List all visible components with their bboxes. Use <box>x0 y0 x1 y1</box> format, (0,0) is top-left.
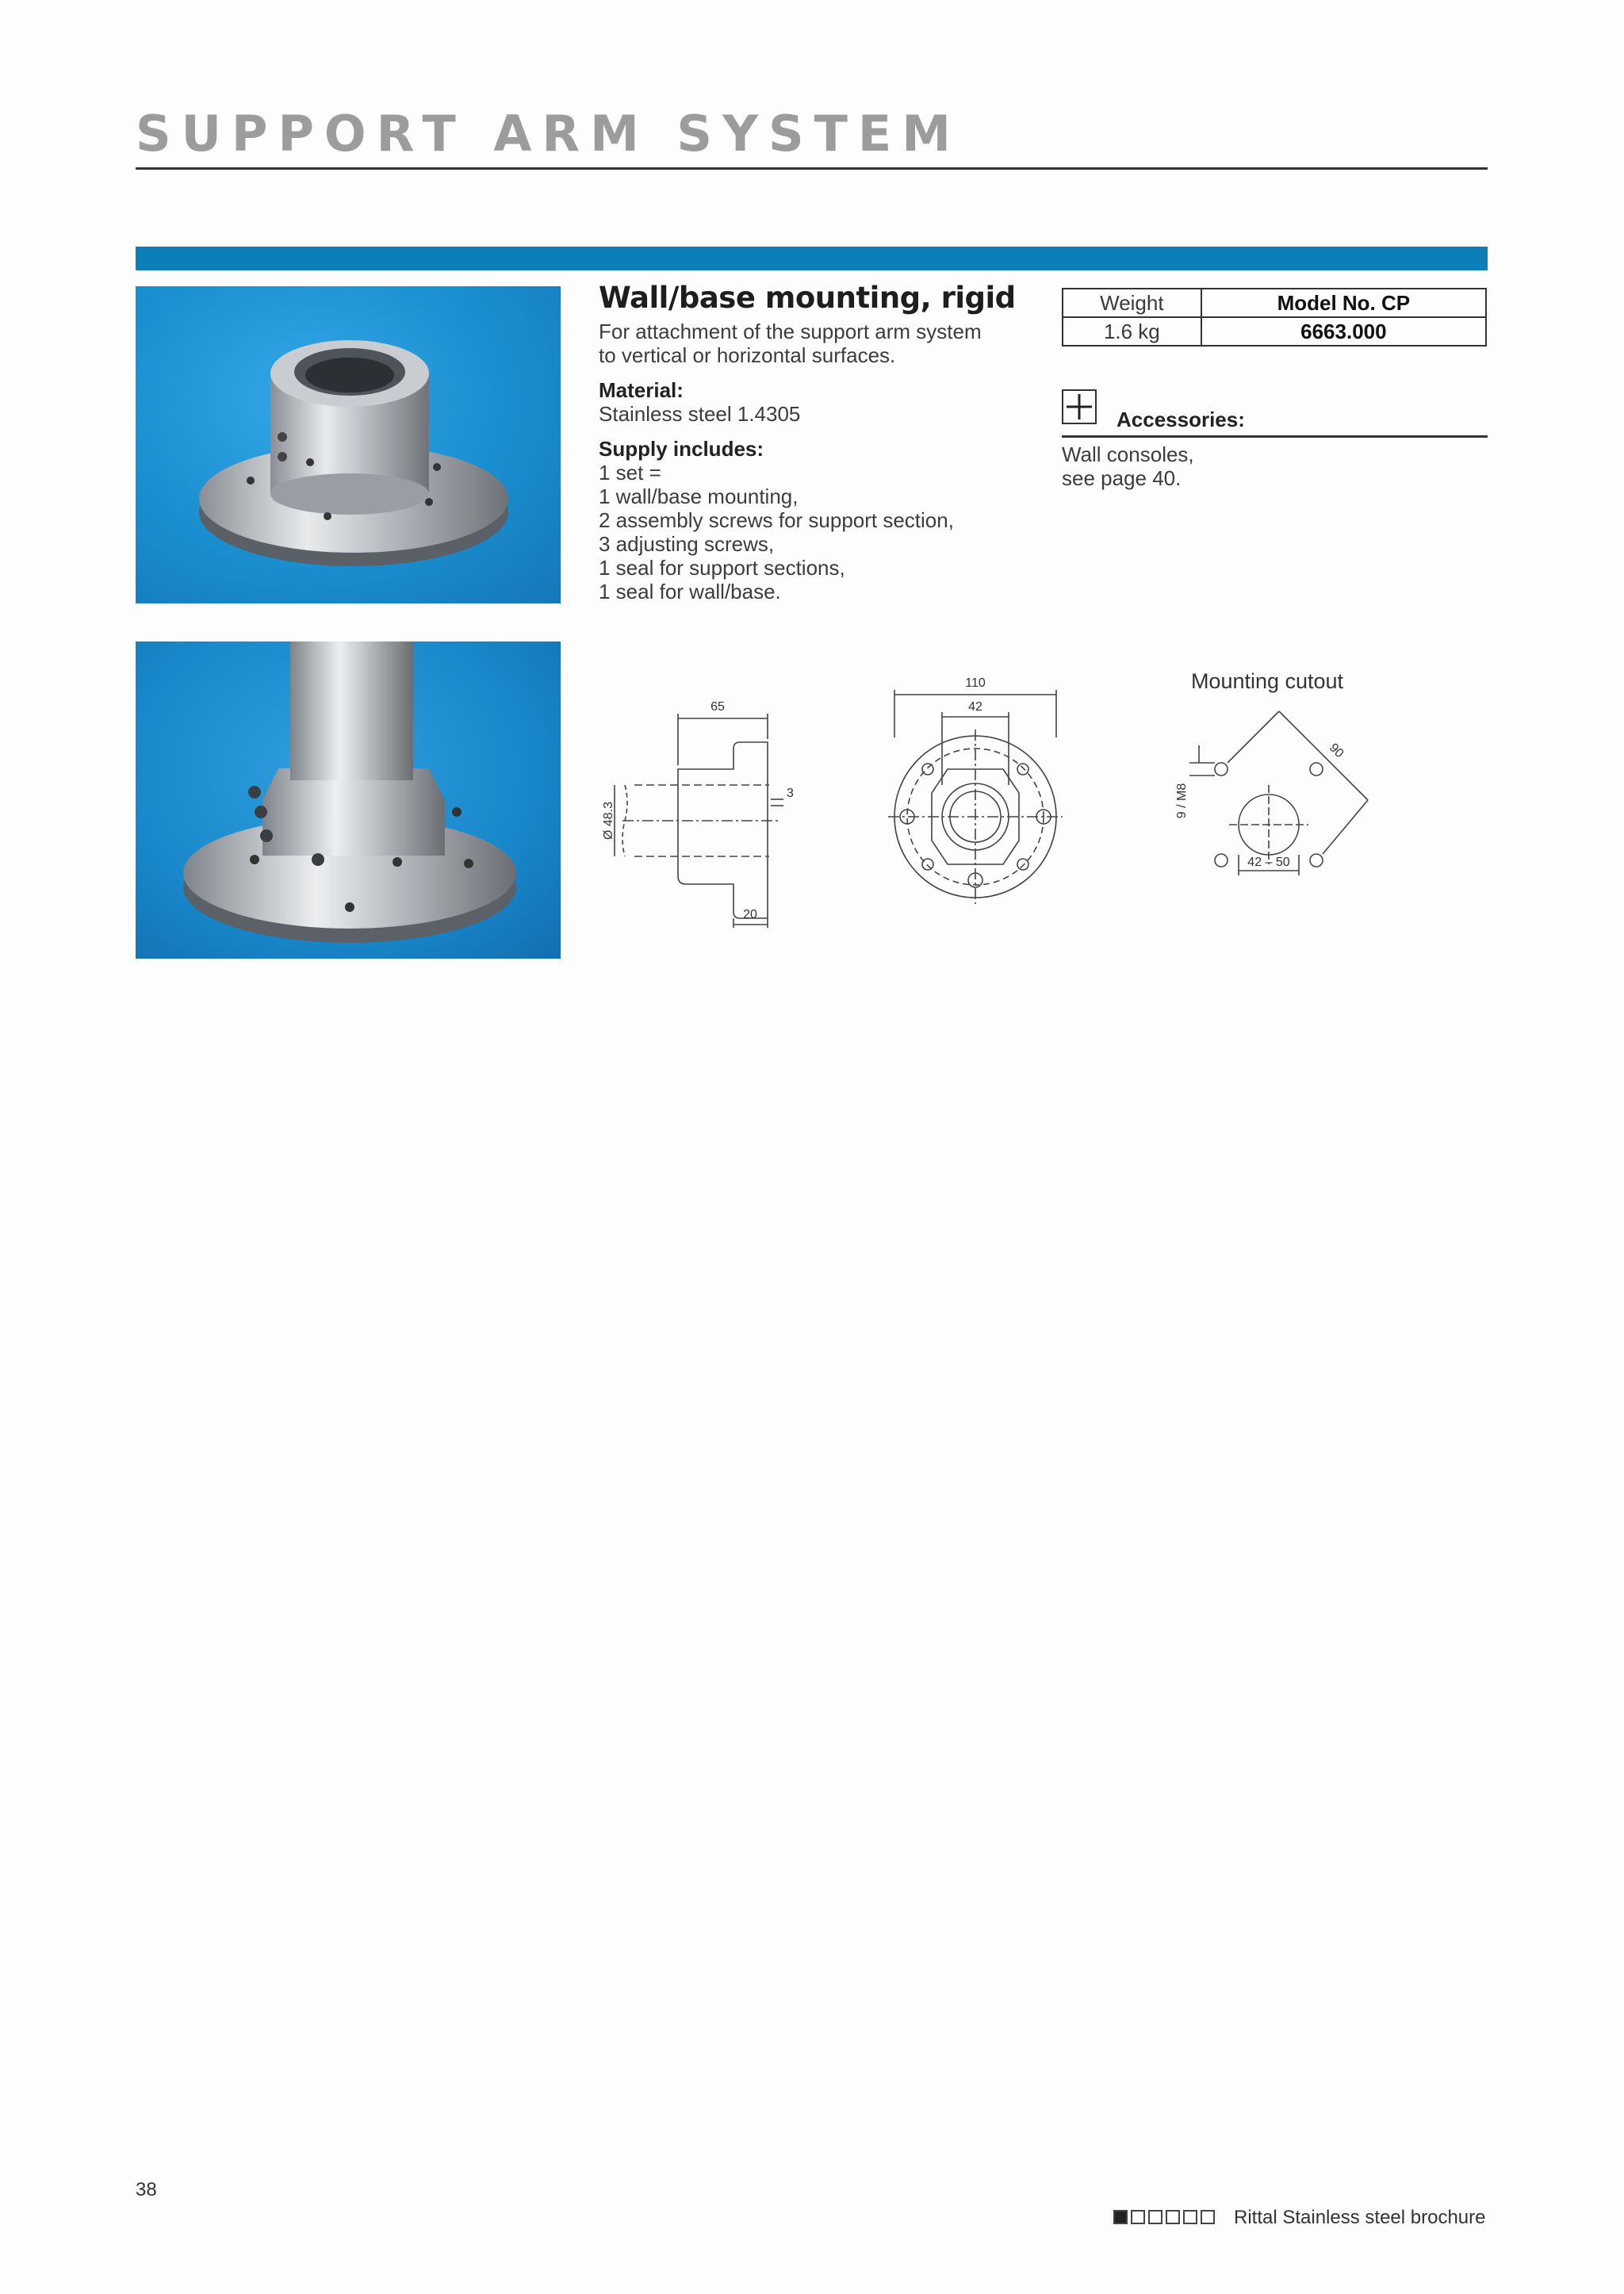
table-row <box>1063 317 1486 346</box>
product-description <box>599 320 982 367</box>
material-block <box>599 378 800 426</box>
supply-item: 1 seal for support sections, <box>599 556 845 580</box>
product-photo-assembled <box>136 641 561 959</box>
accessories-text <box>1062 442 1194 490</box>
square-icon <box>1166 2210 1180 2224</box>
supply-item: 1 set = <box>599 461 661 484</box>
supply-item: 2 assembly screws for support section, <box>599 508 954 532</box>
section-band <box>136 247 1488 270</box>
supply-item: 1 wall/base mounting, <box>599 484 799 508</box>
page-title: SUPPORT ARM SYSTEM <box>136 105 961 163</box>
cell-model-no: 6663.000 <box>1201 317 1486 346</box>
supply-item: 1 seal for wall/base. <box>599 580 781 603</box>
plus-icon <box>1062 389 1097 424</box>
dim-flange: 3 <box>787 787 794 800</box>
square-icon <box>1148 2210 1162 2224</box>
material-value: Stainless steel 1.4305 <box>599 402 801 426</box>
dim-diameter: Ø 48.3 <box>602 801 615 841</box>
supply-label: Supply includes: <box>599 437 764 461</box>
dim-thickness: 20 <box>743 908 757 921</box>
accessories-line: Wall consoles, <box>1062 442 1194 466</box>
dim-diagonal: 90 <box>1326 741 1346 761</box>
square-icon <box>1201 2210 1215 2224</box>
technical-drawings <box>587 666 1427 936</box>
description-line: For attachment of the support arm system <box>599 320 982 343</box>
dim-length: 65 <box>710 700 725 714</box>
accessories-line: see page 40. <box>1062 466 1182 490</box>
dim-outer: 110 <box>965 676 986 690</box>
supply-block <box>599 437 954 603</box>
dim-inner: 42 <box>968 700 982 714</box>
product-title: Wall/base mounting, rigid <box>599 281 1016 315</box>
header-weight: Weight <box>1063 289 1201 317</box>
supply-item: 3 adjusting screws, <box>599 532 775 556</box>
square-icon <box>1113 2210 1128 2224</box>
material-label: Material: <box>599 378 684 402</box>
dim-hole: 9 / M8 <box>1175 783 1189 819</box>
square-icon <box>1183 2210 1197 2224</box>
dim-range: 42 – 50 <box>1247 856 1290 869</box>
cutout-title: Mounting cutout <box>1190 669 1344 693</box>
footer-squares <box>1113 2210 1215 2224</box>
cell-weight: 1.6 kg <box>1063 317 1201 346</box>
accessories-rule <box>1062 435 1488 438</box>
header-model-no: Model No. CP <box>1201 289 1486 317</box>
accessories-label: Accessories: <box>1116 408 1245 431</box>
table-row <box>1063 289 1486 317</box>
product-photo-top <box>136 286 561 603</box>
square-icon <box>1131 2210 1145 2224</box>
description-line: to vertical or horizontal surfaces. <box>599 343 896 367</box>
header-rule <box>136 167 1488 170</box>
spec-table <box>1062 288 1487 347</box>
page-number: 38 <box>136 2179 157 2200</box>
brochure-name: Rittal Stainless steel brochure <box>1234 2207 1486 2228</box>
